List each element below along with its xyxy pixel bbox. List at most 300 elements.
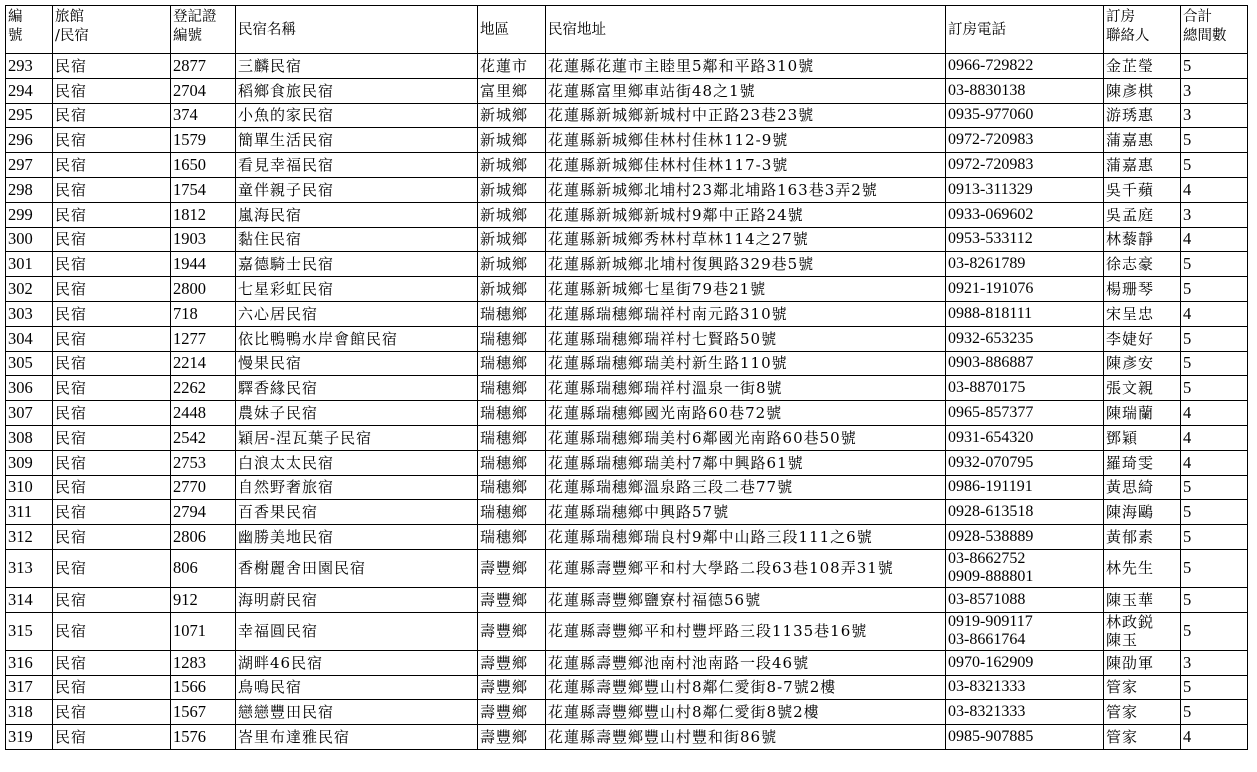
cell-area: 瑞穗鄉	[478, 425, 546, 450]
header-num: 編 號	[6, 6, 53, 54]
cell-reg: 1754	[171, 177, 236, 202]
cell-addr: 花蓮縣瑞穗鄉瑞祥村南元路310號	[546, 301, 946, 326]
cell-area: 壽豐鄉	[478, 650, 546, 675]
cell-contact-line: 陳玉華	[1106, 590, 1155, 609]
cell-contact	[1104, 450, 1181, 475]
cell-reg: 2753	[171, 450, 236, 475]
cell-total: 5	[1181, 549, 1248, 587]
cell-num: 299	[6, 202, 53, 227]
cell-name: 鳥鳴民宿	[236, 675, 478, 700]
cell-name: 三麟民宿	[236, 54, 478, 79]
header-phone: 訂房電話	[946, 6, 1104, 54]
cell-phone-line: 03-8571088	[948, 590, 1026, 608]
cell-name: 黏住民宿	[236, 227, 478, 252]
cell-phone-line: 0988-818111	[948, 304, 1033, 322]
cell-addr: 花蓮縣新城鄉新城村9鄰中正路24號	[546, 202, 946, 227]
cell-num: 316	[6, 650, 53, 675]
cell-name: 戀戀豐田民宿	[236, 700, 478, 725]
cell-name: 依比鴨鴨水岸會館民宿	[236, 326, 478, 351]
cell-total: 4	[1181, 177, 1248, 202]
cell-num: 310	[6, 475, 53, 500]
cell-type: 民宿	[53, 177, 171, 202]
cell-reg: 374	[171, 103, 236, 128]
table-row	[6, 78, 1248, 103]
table-body	[6, 54, 1248, 750]
cell-contact-line: 徐志豪	[1106, 255, 1155, 274]
cell-phone	[946, 78, 1104, 103]
cell-name: 湖畔46民宿	[236, 650, 478, 675]
cell-contact-line: 管家	[1106, 703, 1139, 722]
cell-contact	[1104, 301, 1181, 326]
cell-contact	[1104, 612, 1181, 650]
cell-total: 3	[1181, 78, 1248, 103]
cell-type: 民宿	[53, 401, 171, 426]
cell-phone	[946, 450, 1104, 475]
cell-type: 民宿	[53, 376, 171, 401]
cell-num: 302	[6, 277, 53, 302]
cell-num: 298	[6, 177, 53, 202]
cell-contact-line: 鄧穎	[1106, 428, 1139, 447]
cell-contact-line: 陳瑞蘭	[1106, 404, 1155, 423]
header-name: 民宿名稱	[236, 6, 478, 54]
cell-reg: 2262	[171, 376, 236, 401]
cell-type: 民宿	[53, 351, 171, 376]
cell-area: 瑞穗鄉	[478, 475, 546, 500]
cell-phone	[946, 227, 1104, 252]
cell-phone-line: 0972-720983	[948, 131, 1034, 149]
cell-phone	[946, 525, 1104, 550]
table-row	[6, 153, 1248, 178]
cell-area: 壽豐鄉	[478, 549, 546, 587]
cell-phone-line: 03-8321333	[948, 678, 1026, 696]
cell-phone	[946, 301, 1104, 326]
table-row	[6, 725, 1248, 750]
cell-area: 新城鄉	[478, 202, 546, 227]
table-row	[6, 227, 1248, 252]
cell-total: 4	[1181, 301, 1248, 326]
cell-phone-line: 03-8830138	[948, 81, 1026, 99]
cell-phone	[946, 549, 1104, 587]
cell-contact	[1104, 153, 1181, 178]
cell-total: 5	[1181, 587, 1248, 612]
cell-area: 瑞穗鄉	[478, 500, 546, 525]
cell-phone-line: 0933-069602	[948, 205, 1034, 223]
cell-area: 壽豐鄉	[478, 675, 546, 700]
cell-addr: 花蓮縣新城鄉新城村中正路23巷23號	[546, 103, 946, 128]
cell-type: 民宿	[53, 227, 171, 252]
cell-phone-line: 0953-533112	[948, 230, 1033, 248]
table-row	[6, 277, 1248, 302]
cell-type: 民宿	[53, 202, 171, 227]
cell-phone	[946, 612, 1104, 650]
cell-num: 305	[6, 351, 53, 376]
header-type: 旅館 /民宿	[53, 6, 171, 54]
cell-addr: 花蓮縣瑞穗鄉國光南路60巷72號	[546, 401, 946, 426]
cell-num: 317	[6, 675, 53, 700]
cell-phone-line: 0903-886887	[948, 354, 1034, 372]
cell-phone-line: 0970-162909	[948, 653, 1034, 671]
cell-reg: 2800	[171, 277, 236, 302]
cell-addr: 花蓮縣新城鄉佳林村佳林112-9號	[546, 128, 946, 153]
cell-total: 4	[1181, 450, 1248, 475]
cell-reg: 1071	[171, 612, 236, 650]
cell-phone	[946, 725, 1104, 750]
cell-addr: 花蓮縣壽豐鄉豐山村豐和街86號	[546, 725, 946, 750]
cell-area: 新城鄉	[478, 227, 546, 252]
cell-contact-line: 蒲嘉惠	[1106, 156, 1155, 175]
cell-name: 慢果民宿	[236, 351, 478, 376]
cell-area: 瑞穗鄉	[478, 301, 546, 326]
cell-addr: 花蓮縣新城鄉佳林村佳林117-3號	[546, 153, 946, 178]
cell-area: 新城鄉	[478, 103, 546, 128]
cell-reg: 2794	[171, 500, 236, 525]
cell-name: 海明蔚民宿	[236, 587, 478, 612]
cell-phone-line: 03-8870175	[948, 379, 1026, 397]
cell-phone-line: 0972-720983	[948, 156, 1034, 174]
cell-type: 民宿	[53, 587, 171, 612]
cell-num: 301	[6, 252, 53, 277]
cell-addr: 花蓮縣瑞穗鄉瑞祥村溫泉一街8號	[546, 376, 946, 401]
header-contact: 訂房 聯絡人	[1104, 6, 1181, 54]
cell-phone	[946, 128, 1104, 153]
cell-reg: 1567	[171, 700, 236, 725]
cell-area: 壽豐鄉	[478, 700, 546, 725]
cell-total: 4	[1181, 425, 1248, 450]
cell-type: 民宿	[53, 277, 171, 302]
cell-area: 瑞穗鄉	[478, 450, 546, 475]
cell-reg: 1283	[171, 650, 236, 675]
cell-contact	[1104, 326, 1181, 351]
cell-total: 5	[1181, 500, 1248, 525]
cell-type: 民宿	[53, 326, 171, 351]
cell-type: 民宿	[53, 450, 171, 475]
table-row	[6, 301, 1248, 326]
cell-addr: 花蓮縣新城鄉北埔村復興路329巷5號	[546, 252, 946, 277]
cell-num: 296	[6, 128, 53, 153]
cell-area: 新城鄉	[478, 277, 546, 302]
cell-contact-line: 羅琦雯	[1106, 453, 1155, 472]
cell-contact-line: 陳彥棋	[1106, 81, 1155, 100]
cell-name: 百香果民宿	[236, 500, 478, 525]
cell-contact	[1104, 549, 1181, 587]
cell-type: 民宿	[53, 153, 171, 178]
cell-addr: 花蓮縣壽豐鄉平和村大學路二段63巷108弄31號	[546, 549, 946, 587]
cell-total: 5	[1181, 326, 1248, 351]
cell-contact-line: 吳千蘋	[1106, 180, 1155, 199]
cell-area: 壽豐鄉	[478, 612, 546, 650]
cell-reg: 2770	[171, 475, 236, 500]
cell-addr: 花蓮縣花蓮市主睦里5鄰和平路310號	[546, 54, 946, 79]
cell-addr: 花蓮縣壽豐鄉池南村池南路一段46號	[546, 650, 946, 675]
cell-phone-line: 03-8661764	[948, 631, 1026, 649]
cell-contact-line: 楊珊琴	[1106, 280, 1155, 299]
cell-num: 319	[6, 725, 53, 750]
cell-reg: 2448	[171, 401, 236, 426]
cell-num: 300	[6, 227, 53, 252]
cell-addr: 花蓮縣瑞穗鄉中興路57號	[546, 500, 946, 525]
cell-reg: 912	[171, 587, 236, 612]
cell-phone	[946, 425, 1104, 450]
cell-type: 民宿	[53, 103, 171, 128]
cell-total: 4	[1181, 401, 1248, 426]
cell-num: 295	[6, 103, 53, 128]
cell-area: 瑞穗鄉	[478, 351, 546, 376]
cell-reg: 1576	[171, 725, 236, 750]
cell-contact	[1104, 227, 1181, 252]
cell-phone-line: 0921-191076	[948, 280, 1034, 298]
cell-contact	[1104, 650, 1181, 675]
cell-type: 民宿	[53, 612, 171, 650]
cell-num: 306	[6, 376, 53, 401]
table-row	[6, 351, 1248, 376]
cell-type: 民宿	[53, 525, 171, 550]
cell-contact	[1104, 700, 1181, 725]
cell-phone	[946, 376, 1104, 401]
cell-addr: 花蓮縣瑞穗鄉瑞美村新生路110號	[546, 351, 946, 376]
cell-phone-line: 0919-909117	[948, 613, 1033, 631]
cell-reg: 2214	[171, 351, 236, 376]
table-row	[6, 177, 1248, 202]
cell-phone	[946, 54, 1104, 79]
cell-addr: 花蓮縣瑞穗鄉溫泉路三段二巷77號	[546, 475, 946, 500]
cell-contact-line: 管家	[1106, 678, 1139, 697]
cell-name: 稻鄉食旅民宿	[236, 78, 478, 103]
cell-phone	[946, 401, 1104, 426]
cell-area: 瑞穗鄉	[478, 376, 546, 401]
cell-type: 民宿	[53, 425, 171, 450]
cell-phone-line: 0985-907885	[948, 728, 1034, 746]
cell-type: 民宿	[53, 700, 171, 725]
cell-contact-line: 管家	[1106, 728, 1139, 747]
cell-contact-line: 陳海鷗	[1106, 503, 1155, 522]
cell-total: 5	[1181, 675, 1248, 700]
cell-phone-line: 0966-729822	[948, 56, 1034, 74]
cell-phone-line: 03-8321333	[948, 703, 1026, 721]
cell-contact	[1104, 675, 1181, 700]
cell-contact	[1104, 475, 1181, 500]
cell-reg: 1812	[171, 202, 236, 227]
cell-area: 富里鄉	[478, 78, 546, 103]
cell-total: 4	[1181, 725, 1248, 750]
cell-name: 農妹子民宿	[236, 401, 478, 426]
cell-name: 小魚的家民宿	[236, 103, 478, 128]
cell-type: 民宿	[53, 475, 171, 500]
cell-num: 307	[6, 401, 53, 426]
cell-name: 幸福圓民宿	[236, 612, 478, 650]
table-row	[6, 376, 1248, 401]
cell-phone-line: 0932-070795	[948, 453, 1034, 471]
cell-area: 新城鄉	[478, 177, 546, 202]
cell-name: 看見幸福民宿	[236, 153, 478, 178]
cell-name: 六心居民宿	[236, 301, 478, 326]
cell-total: 5	[1181, 475, 1248, 500]
cell-area: 花蓮市	[478, 54, 546, 79]
cell-reg: 1566	[171, 675, 236, 700]
cell-contact-line: 宋呈忠	[1106, 304, 1155, 323]
cell-phone-line: 0965-857377	[948, 404, 1034, 422]
cell-reg: 2806	[171, 525, 236, 550]
cell-addr: 花蓮縣新城鄉北埔村23鄰北埔路163巷3弄2號	[546, 177, 946, 202]
cell-phone	[946, 500, 1104, 525]
table-row	[6, 425, 1248, 450]
cell-name: 香榭麗舍田園民宿	[236, 549, 478, 587]
cell-phone	[946, 252, 1104, 277]
cell-phone-line: 0928-613518	[948, 503, 1034, 521]
cell-phone-line: 0986-191191	[948, 478, 1033, 496]
cell-phone	[946, 475, 1104, 500]
cell-num: 293	[6, 54, 53, 79]
cell-num: 297	[6, 153, 53, 178]
cell-total: 4	[1181, 227, 1248, 252]
table-row	[6, 650, 1248, 675]
cell-contact	[1104, 351, 1181, 376]
cell-contact	[1104, 128, 1181, 153]
table-row	[6, 103, 1248, 128]
cell-area: 瑞穗鄉	[478, 401, 546, 426]
cell-phone	[946, 103, 1104, 128]
cell-addr: 花蓮縣新城鄉秀林村草林114之27號	[546, 227, 946, 252]
cell-contact	[1104, 500, 1181, 525]
table-row	[6, 475, 1248, 500]
cell-total: 5	[1181, 612, 1248, 650]
cell-total: 3	[1181, 103, 1248, 128]
cell-total: 5	[1181, 153, 1248, 178]
cell-total: 5	[1181, 351, 1248, 376]
cell-phone-line: 0935-977060	[948, 106, 1034, 124]
cell-addr: 花蓮縣壽豐鄉平和村豐坪路三段1135巷16號	[546, 612, 946, 650]
cell-contact-line: 李婕好	[1106, 329, 1155, 348]
cell-phone	[946, 153, 1104, 178]
header-total: 合計 總間數	[1181, 6, 1248, 54]
cell-name: 自然野奢旅宿	[236, 475, 478, 500]
cell-reg: 1903	[171, 227, 236, 252]
cell-addr: 花蓮縣瑞穗鄉瑞美村7鄰中興路61號	[546, 450, 946, 475]
cell-phone	[946, 202, 1104, 227]
cell-num: 315	[6, 612, 53, 650]
cell-contact-line: 吳孟庭	[1106, 205, 1155, 224]
cell-reg: 718	[171, 301, 236, 326]
cell-type: 民宿	[53, 500, 171, 525]
header-reg: 登記證 編號	[171, 6, 236, 54]
cell-contact-line: 金芷瑩	[1106, 56, 1155, 75]
cell-contact	[1104, 401, 1181, 426]
cell-addr: 花蓮縣新城鄉七星街79巷21號	[546, 277, 946, 302]
cell-reg: 806	[171, 549, 236, 587]
table-row	[6, 612, 1248, 650]
table-row	[6, 252, 1248, 277]
table-row	[6, 549, 1248, 587]
cell-area: 新城鄉	[478, 128, 546, 153]
cell-contact	[1104, 54, 1181, 79]
cell-contact-line: 陳玉	[1106, 631, 1139, 650]
table-row	[6, 700, 1248, 725]
cell-num: 314	[6, 587, 53, 612]
table-row	[6, 450, 1248, 475]
cell-name: 童伴親子民宿	[236, 177, 478, 202]
table-row	[6, 128, 1248, 153]
cell-name: 白浪太太民宿	[236, 450, 478, 475]
cell-num: 308	[6, 425, 53, 450]
cell-num: 312	[6, 525, 53, 550]
cell-area: 瑞穗鄉	[478, 525, 546, 550]
cell-reg: 1579	[171, 128, 236, 153]
table-row	[6, 525, 1248, 550]
cell-type: 民宿	[53, 54, 171, 79]
cell-name: 穎居-涅瓦葉子民宿	[236, 425, 478, 450]
cell-name: 嵐海民宿	[236, 202, 478, 227]
cell-contact-line: 黃思綺	[1106, 478, 1155, 497]
table-row	[6, 587, 1248, 612]
cell-phone	[946, 351, 1104, 376]
cell-addr: 花蓮縣瑞穗鄉瑞祥村七賢路50號	[546, 326, 946, 351]
table-row	[6, 202, 1248, 227]
cell-contact	[1104, 177, 1181, 202]
cell-contact	[1104, 525, 1181, 550]
cell-addr: 花蓮縣壽豐鄉豐山村8鄰仁愛街8號2樓	[546, 700, 946, 725]
cell-reg: 1650	[171, 153, 236, 178]
cell-contact-line: 林政鋭	[1106, 613, 1155, 632]
cell-type: 民宿	[53, 725, 171, 750]
cell-total: 5	[1181, 54, 1248, 79]
cell-total: 5	[1181, 277, 1248, 302]
cell-type: 民宿	[53, 301, 171, 326]
cell-contact-line: 陳劭軍	[1106, 653, 1155, 672]
cell-type: 民宿	[53, 650, 171, 675]
cell-contact-line: 陳彥安	[1106, 354, 1155, 373]
table-row	[6, 54, 1248, 79]
cell-contact-line: 游琇惠	[1106, 106, 1155, 125]
cell-area: 壽豐鄉	[478, 725, 546, 750]
cell-area: 新城鄉	[478, 252, 546, 277]
cell-addr: 花蓮縣壽豐鄉鹽寮村福德56號	[546, 587, 946, 612]
cell-phone-line: 0909-888801	[948, 568, 1034, 586]
cell-phone	[946, 700, 1104, 725]
cell-phone	[946, 177, 1104, 202]
cell-total: 3	[1181, 650, 1248, 675]
cell-name: 峇里布達雅民宿	[236, 725, 478, 750]
cell-num: 303	[6, 301, 53, 326]
cell-type: 民宿	[53, 549, 171, 587]
cell-contact	[1104, 376, 1181, 401]
table-row	[6, 326, 1248, 351]
cell-contact-line: 蒲嘉惠	[1106, 131, 1155, 150]
cell-reg: 1277	[171, 326, 236, 351]
cell-phone-line: 03-8662752	[948, 550, 1026, 568]
cell-name: 七星彩虹民宿	[236, 277, 478, 302]
cell-contact	[1104, 78, 1181, 103]
cell-addr: 花蓮縣瑞穗鄉瑞美村6鄰國光南路60巷50號	[546, 425, 946, 450]
cell-phone-line: 0928-538889	[948, 528, 1034, 546]
cell-num: 311	[6, 500, 53, 525]
cell-num: 309	[6, 450, 53, 475]
cell-contact	[1104, 252, 1181, 277]
cell-num: 304	[6, 326, 53, 351]
cell-addr: 花蓮縣壽豐鄉豐山村8鄰仁愛街8-7號2樓	[546, 675, 946, 700]
cell-num: 294	[6, 78, 53, 103]
cell-name: 簡單生活民宿	[236, 128, 478, 153]
cell-num: 313	[6, 549, 53, 587]
cell-contact-line: 林藜靜	[1106, 230, 1155, 249]
cell-total: 5	[1181, 525, 1248, 550]
table-header-row	[6, 6, 1248, 54]
cell-contact	[1104, 725, 1181, 750]
cell-total: 5	[1181, 376, 1248, 401]
cell-phone	[946, 587, 1104, 612]
header-area: 地區	[478, 6, 546, 54]
cell-reg: 2542	[171, 425, 236, 450]
cell-phone-line: 03-8261789	[948, 255, 1026, 273]
cell-contact	[1104, 587, 1181, 612]
